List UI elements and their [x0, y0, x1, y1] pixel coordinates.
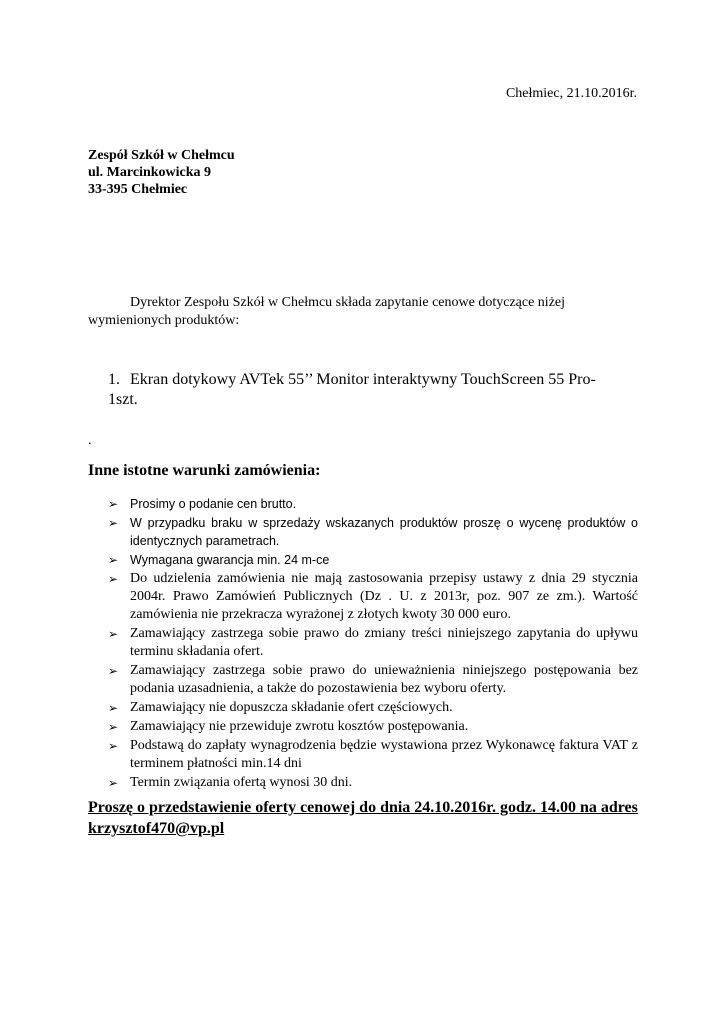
list-item: ➢ Zamawiający nie dopuszcza składanie ofert częściowych. [108, 700, 453, 715]
list-item: ➢ Prosimy o podanie cen brutto. [108, 497, 297, 511]
conditions-title: Inne istotne warunki zamówienia: [88, 462, 321, 479]
list-item: ➢ Podstawą do zapłaty wynagrodzenia będzie wystawiona przez Wykonawcę faktura VAT z terminem płatności min.14 dni [108, 738, 638, 771]
list-item: ➢ Do udzielenia zamówienia nie mają zastosowania przepisy ustawy z dnia 29 stycznia 2004r. Prawo Zamówień Publicznych (Dz . U. z 2013r, poz. 907 ze zm.). Wartość zamówienia nie przekracza wyrażonej z złotych kwoty 30 000 euro. [108, 571, 638, 622]
list-item: ➢ Zamawiający nie przewiduje zwrotu kosztów postępowania. [108, 719, 469, 734]
intro-paragraph [88, 294, 636, 330]
list-item: ➢ Zamawiający zastrzega sobie prawo do unieważnienia niniejszego postępowania bez podania uzasadnienia, a także do pozostawienia bez wyboru oferty. [108, 663, 638, 696]
sender-street: ul. Marcinkowicka 9 [88, 165, 212, 180]
arrow-bullet-icon: ➢ [108, 739, 119, 753]
arrow-bullet-icon: ➢ [108, 664, 119, 678]
arrow-bullet-icon: ➢ [108, 720, 119, 734]
list-item: ➢ Zamawiający zastrzega sobie prawo do zmiany treści niniejszego zapytania do upływu terminu składania ofert. [108, 626, 638, 659]
date-line: Chełmiec, 21.10.2016r. [505, 86, 637, 101]
arrow-bullet-icon: ➢ [108, 516, 119, 530]
stray-dot: . [88, 433, 92, 448]
arrow-bullet-icon: ➢ [108, 627, 119, 641]
sender-city: 33-395 Chełmiec [88, 182, 188, 197]
list-item: ➢ Wymagana gwarancja min. 24 m-ce [108, 553, 330, 567]
closing-request: Proszę o przedstawienie oferty cenowej do dnia 24.10.2016r. godz. 14.00 na adres krzysztof470@vp.pl [88, 799, 638, 837]
product-item [108, 370, 628, 410]
sender-name: Zespół Szkół w Chełmcu [88, 148, 235, 163]
product-item-text: Ekran dotykowy AVTek 55’’ Monitor interaktywny TouchScreen 55 Pro- 1szt. [108, 371, 596, 408]
list-item: ➢ W przypadku braku w sprzedaży wskazanych produktów proszę o wycenę produktów o identycznych parametrach. [108, 516, 638, 548]
arrow-bullet-icon: ➢ [108, 701, 119, 715]
conditions-list [88, 495, 638, 793]
sender-address [88, 147, 235, 198]
intro-text: Dyrektor Zespołu Szkół w Chełmcu składa zapytanie cenowe dotyczące niżej wymienionych produktów: [88, 295, 566, 328]
list-item: ➢ Termin związania ofertą wynosi 30 dni. [108, 775, 353, 790]
arrow-bullet-icon: ➢ [108, 497, 119, 511]
product-item-number: 1. [108, 371, 120, 388]
arrow-bullet-icon: ➢ [108, 776, 119, 790]
arrow-bullet-icon: ➢ [108, 572, 119, 586]
arrow-bullet-icon: ➢ [108, 553, 119, 567]
